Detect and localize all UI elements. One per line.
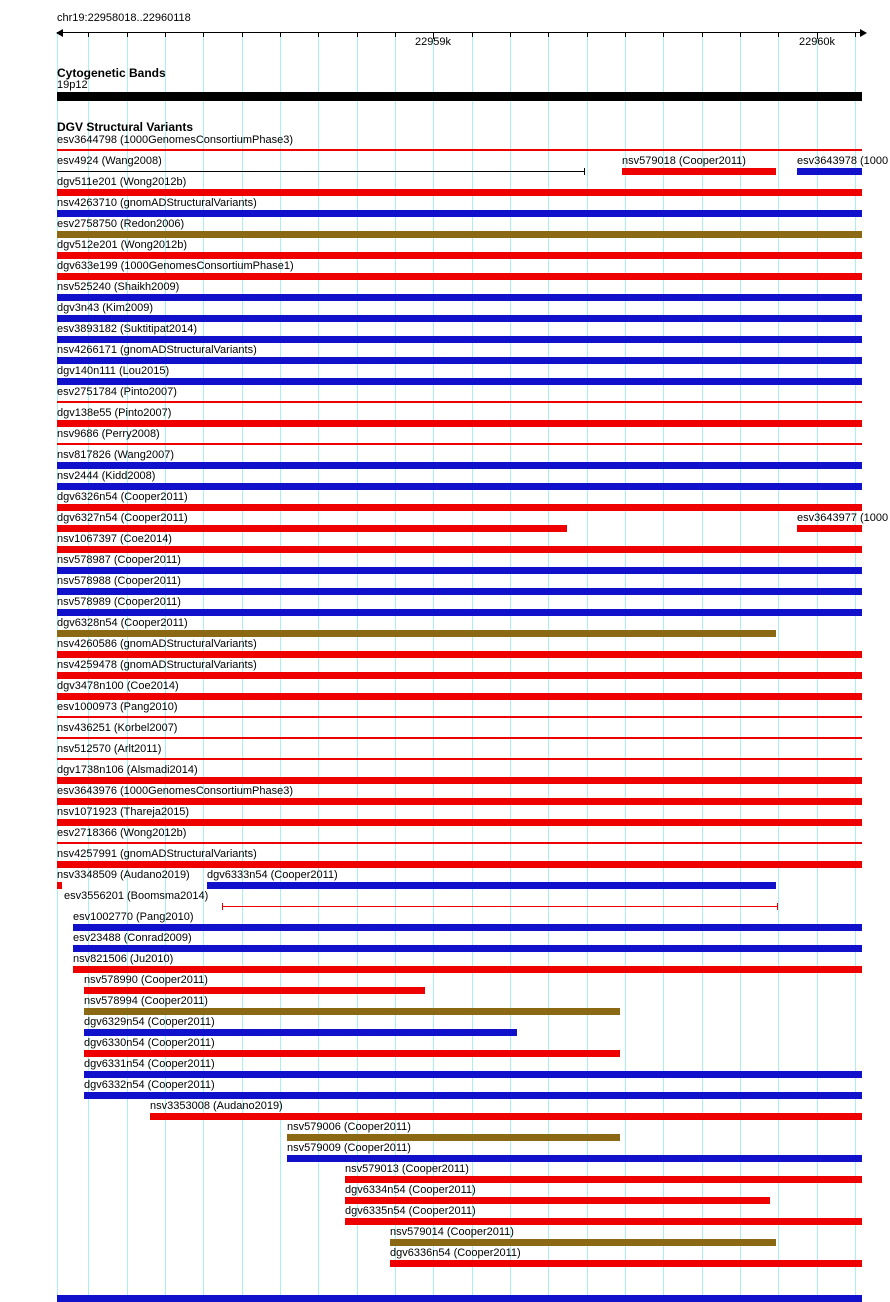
- variant-label[interactable]: esv3643977 (1000: [797, 512, 889, 524]
- cytoband-name: 19p12: [57, 79, 88, 91]
- variant-bar[interactable]: [57, 651, 862, 658]
- variant-bar[interactable]: [84, 1050, 620, 1057]
- variant-bar[interactable]: [73, 966, 862, 973]
- variant-label[interactable]: dgv6330n54 (Cooper2011): [84, 1037, 215, 1049]
- variant-bar[interactable]: [57, 149, 862, 151]
- variant-label[interactable]: nsv4257991 (gnomADStructuralVariants): [57, 848, 257, 860]
- variant-label[interactable]: esv2758750 (Redon2006): [57, 218, 185, 230]
- variant-label[interactable]: nsv3353008 (Audano2019): [150, 1100, 283, 1112]
- variant-bar[interactable]: [287, 1134, 620, 1141]
- variant-bar[interactable]: [57, 819, 862, 826]
- variant-bar[interactable]: [57, 630, 776, 637]
- variant-label[interactable]: dgv512e201 (Wong2012b): [57, 239, 188, 251]
- variant-bar[interactable]: [57, 588, 862, 595]
- variant-label[interactable]: nsv1071923 (Thareja2015): [57, 806, 190, 818]
- variant-bar[interactable]: [57, 273, 862, 280]
- variant-bar[interactable]: [57, 189, 862, 196]
- variant-label[interactable]: dgv3n43 (Kim2009): [57, 302, 154, 314]
- variant-label[interactable]: esv3643978 (1000: [797, 155, 889, 167]
- variant-label[interactable]: dgv3478n100 (Coe2014): [57, 680, 179, 692]
- variant-label[interactable]: esv4924 (Wang2008): [57, 155, 162, 167]
- variant-label[interactable]: dgv633e199 (1000GenomesConsortiumPhase1): [57, 260, 294, 272]
- variant-bar[interactable]: [57, 378, 862, 385]
- variant-label[interactable]: nsv579006 (Cooper2011): [287, 1121, 411, 1133]
- variant-label[interactable]: dgv6326n54 (Cooper2011): [57, 491, 188, 503]
- variant-label[interactable]: nsv821506 (Ju2010): [73, 953, 174, 965]
- variant-bar[interactable]: [57, 171, 585, 172]
- variant-bar[interactable]: [57, 294, 862, 301]
- variant-bar[interactable]: [797, 168, 862, 175]
- variant-label[interactable]: nsv512570 (Arlt2011): [57, 743, 162, 755]
- variant-bar[interactable]: [390, 1239, 776, 1246]
- variant-label[interactable]: nsv525240 (Shaikh2009): [57, 281, 180, 293]
- variant-label[interactable]: nsv9686 (Perry2008): [57, 428, 160, 440]
- variant-bar[interactable]: [222, 906, 778, 907]
- variant-label[interactable]: dgv6331n54 (Cooper2011): [84, 1058, 215, 1070]
- variant-bar[interactable]: [57, 777, 862, 784]
- variant-label[interactable]: nsv578987 (Cooper2011): [57, 554, 181, 566]
- variant-label[interactable]: nsv578988 (Cooper2011): [57, 575, 181, 587]
- variant-label[interactable]: dgv1738n106 (Alsmadi2014): [57, 764, 198, 776]
- variant-bar[interactable]: [345, 1218, 862, 1225]
- variant-label[interactable]: dgv6336n54 (Cooper2011): [390, 1247, 521, 1259]
- variant-label[interactable]: esv2751784 (Pinto2007): [57, 386, 177, 398]
- variant-label[interactable]: dgv138e55 (Pinto2007): [57, 407, 172, 419]
- variant-bar[interactable]: [73, 924, 862, 931]
- ruler-tick-label: 22960k: [798, 36, 836, 48]
- variant-bar[interactable]: [57, 231, 862, 238]
- variant-bar[interactable]: [57, 210, 862, 217]
- variant-bar[interactable]: [57, 842, 862, 844]
- variant-bar[interactable]: [57, 483, 862, 490]
- variant-bar[interactable]: [57, 882, 62, 889]
- variant-bar[interactable]: [57, 693, 862, 700]
- variant-bar[interactable]: [150, 1113, 862, 1120]
- variant-bar[interactable]: [57, 525, 567, 532]
- variant-label[interactable]: nsv579009 (Cooper2011): [287, 1142, 411, 1154]
- variant-label[interactable]: dgv511e201 (Wong2012b): [57, 176, 187, 188]
- variant-bar[interactable]: [84, 1092, 862, 1099]
- variant-label[interactable]: nsv3348509 (Audano2019): [57, 869, 190, 881]
- variant-label[interactable]: dgv6327n54 (Cooper2011): [57, 512, 188, 524]
- variant-label[interactable]: nsv4260586 (gnomADStructuralVariants): [57, 638, 257, 650]
- variant-bar[interactable]: [622, 168, 776, 175]
- variant-bar[interactable]: [57, 504, 862, 511]
- variant-bar[interactable]: [84, 1029, 517, 1036]
- variant-label[interactable]: nsv2444 (Kidd2008): [57, 470, 156, 482]
- variant-label[interactable]: dgv6332n54 (Cooper2011): [84, 1079, 215, 1091]
- variant-bar[interactable]: [287, 1155, 862, 1162]
- variant-bar[interactable]: [57, 1295, 862, 1302]
- variant-label[interactable]: nsv4259478 (gnomADStructuralVariants): [57, 659, 257, 671]
- variant-bar-end-tick: [584, 168, 585, 175]
- variant-bar[interactable]: [57, 861, 862, 868]
- variant-label[interactable]: nsv436251 (Korbel2007): [57, 722, 178, 734]
- cytoband-section-title: Cytogenetic Bands: [57, 66, 166, 80]
- variant-bar[interactable]: [345, 1176, 862, 1183]
- dgv-section-title: DGV Structural Variants: [57, 120, 194, 134]
- variant-label[interactable]: dgv6333n54 (Cooper2011): [207, 869, 338, 881]
- variant-bar[interactable]: [57, 357, 862, 364]
- variant-label[interactable]: esv3556201 (Boomsma2014): [64, 890, 209, 902]
- variant-label[interactable]: dgv140n111 (Lou2015): [57, 365, 170, 377]
- variant-label[interactable]: esv3643976 (1000GenomesConsortiumPhase3): [57, 785, 294, 797]
- variant-bar[interactable]: [57, 737, 862, 739]
- variant-bar[interactable]: [57, 798, 862, 805]
- variant-bar[interactable]: [57, 252, 862, 259]
- variant-label[interactable]: esv1002770 (Pang2010): [73, 911, 194, 923]
- variant-label[interactable]: dgv6329n54 (Cooper2011): [84, 1016, 215, 1028]
- variant-bar-end-tick: [222, 903, 223, 910]
- variant-label[interactable]: nsv817826 (Wang2007): [57, 449, 175, 461]
- variant-bar[interactable]: [84, 1008, 620, 1015]
- variant-label[interactable]: nsv4263710 (gnomADStructuralVariants): [57, 197, 257, 209]
- variant-bar[interactable]: [57, 401, 862, 403]
- variant-bar-end-tick: [777, 903, 778, 910]
- variant-bar[interactable]: [57, 315, 862, 322]
- variant-label[interactable]: dgv6328n54 (Cooper2011): [57, 617, 188, 629]
- variant-bar[interactable]: [57, 758, 862, 760]
- variant-bar[interactable]: [57, 546, 862, 553]
- variant-label[interactable]: esv3893182 (Suktitipat2014): [57, 323, 198, 335]
- variant-bar[interactable]: [57, 462, 862, 469]
- variant-bar[interactable]: [57, 443, 862, 445]
- variant-bar[interactable]: [345, 1197, 770, 1204]
- variant-bar[interactable]: [390, 1260, 862, 1267]
- variant-bar[interactable]: [73, 945, 862, 952]
- variant-label[interactable]: nsv579018 (Cooper2011): [622, 155, 746, 167]
- variant-label[interactable]: nsv578994 (Cooper2011): [84, 995, 208, 1007]
- variant-bar[interactable]: [57, 672, 862, 679]
- variant-bar[interactable]: [57, 716, 862, 718]
- variant-bar[interactable]: [84, 1071, 862, 1078]
- variant-bar[interactable]: [797, 525, 862, 532]
- region-position-label: chr19:22958018..22960118: [57, 12, 191, 24]
- variant-label[interactable]: nsv578990 (Cooper2011): [84, 974, 208, 986]
- variant-bar[interactable]: [57, 420, 862, 427]
- variant-bar[interactable]: [84, 987, 425, 994]
- variant-label[interactable]: esv23488 (Conrad2009): [73, 932, 192, 944]
- variant-bar[interactable]: [57, 336, 862, 343]
- variant-label[interactable]: dgv6335n54 (Cooper2011): [345, 1205, 476, 1217]
- variant-label[interactable]: nsv579013 (Cooper2011): [345, 1163, 469, 1175]
- variant-label[interactable]: nsv579014 (Cooper2011): [390, 1226, 514, 1238]
- variant-label[interactable]: esv1000973 (Pang2010): [57, 701, 178, 713]
- variant-bar[interactable]: [57, 609, 862, 616]
- variant-label[interactable]: esv2718366 (Wong2012b): [57, 827, 187, 839]
- variant-label[interactable]: nsv578989 (Cooper2011): [57, 596, 181, 608]
- variant-bar[interactable]: [57, 567, 862, 574]
- variant-label[interactable]: nsv4266171 (gnomADStructuralVariants): [57, 344, 257, 356]
- ruler-tick-label: 22959k: [414, 36, 452, 48]
- variant-bar[interactable]: [207, 882, 776, 889]
- variant-label[interactable]: nsv1067397 (Coe2014): [57, 533, 172, 545]
- variant-label[interactable]: dgv6334n54 (Cooper2011): [345, 1184, 476, 1196]
- variant-label[interactable]: esv3644798 (1000GenomesConsortiumPhase3): [57, 134, 294, 146]
